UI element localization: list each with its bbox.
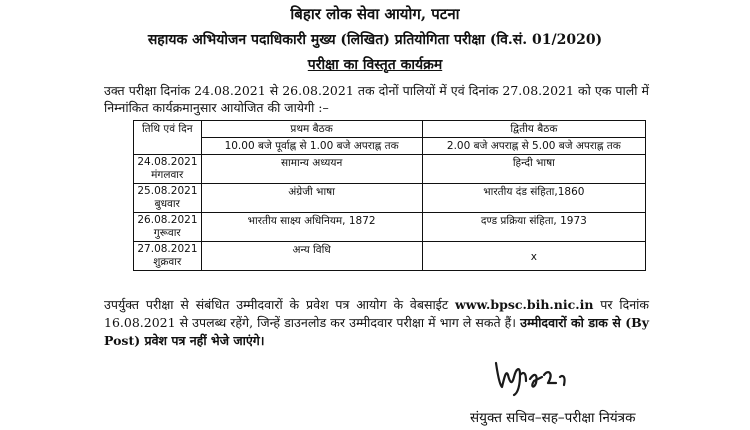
exam-title: सहायक अभियोजन पदाधिकारी मुख्य (लिखित) प्रतियोगिता परीक्षा (वि.सं. 01/2020)	[147, 32, 603, 48]
schedule-table	[133, 120, 646, 271]
handwritten-signature	[490, 355, 580, 400]
header-date-day: तिथि एवं दिन	[134, 121, 202, 155]
header-second-time: 2.00 बजे अपराह्न से 5.00 बजे अपराह्न तक	[422, 138, 645, 155]
notice-text-1: उपर्युक्त परीक्षा से संबंधित उम्मीदवारों के प्रवेश पत्र आयोग के वेबसाईट	[104, 297, 455, 312]
date-cell	[134, 184, 202, 213]
website-link[interactable]: www.bpsc.bih.nic.in	[454, 297, 594, 312]
notice-paragraph	[104, 296, 649, 350]
date-cell	[134, 213, 202, 242]
row-day: शुक्रवार	[153, 256, 182, 268]
row-day: गुरूवार	[153, 227, 181, 239]
schedule-heading: परीक्षा का विस्तृत कार्यक्रम	[307, 57, 443, 73]
row-date: 27.08.2021	[137, 243, 198, 255]
table-header-row	[134, 121, 646, 138]
second-sitting-cell: भारतीय दंड संहिता,1860	[422, 184, 645, 213]
second-sitting-cell: हिन्दी भाषा	[422, 155, 645, 184]
date-cell	[134, 155, 202, 184]
row-date: 26.08.2021	[137, 214, 198, 226]
notice-text-2: पर दिनांक 16.08.2021 से उपलब्ध रहेंगे, जिन्हें डाउनलोड कर उम्मीदवार परीक्षा में भाग ले सकते हैं।	[104, 297, 649, 330]
org-title: बिहार लोक सेवा आयोग, पटना	[290, 5, 460, 23]
first-sitting-cell: भारतीय साक्ष्य अधिनियम, 1872	[201, 213, 422, 242]
not-applicable-mark: x	[530, 251, 537, 263]
table-row	[134, 242, 646, 271]
intro-paragraph: उक्त परीक्षा दिनांक 24.08.2021 से 26.08.2021 तक दोनों पालियों में एवं दिनांक 27.08.2021 को एक पाली में निम्नांकित कार्यक्रमानुसार आयोजित की जायेगी :–	[104, 83, 649, 115]
header-second-sitting: द्वितीय बैठक	[422, 121, 645, 138]
row-day: मंगलवार	[151, 169, 184, 181]
first-sitting-cell: सामान्य अध्ययन	[201, 155, 422, 184]
table-header-time-row	[134, 138, 646, 155]
date-cell	[134, 242, 202, 271]
first-sitting-cell: अंग्रेजी भाषा	[201, 184, 422, 213]
row-day: बुधवार	[154, 198, 180, 210]
row-date: 24.08.2021	[137, 156, 198, 168]
notice-bold-tail: उम्मीदवारों को डाक से (By Post) प्रवेश पत्र नहीं भेजे जाएंगे।	[104, 315, 649, 348]
second-sitting-cell: दण्ड प्रक्रिया संहिता, 1973	[422, 213, 645, 242]
row-date: 25.08.2021	[137, 185, 198, 197]
header-first-sitting: प्रथम बैठक	[201, 121, 422, 138]
first-sitting-cell: अन्य विधि	[201, 242, 422, 271]
second-sitting-cell	[422, 242, 645, 271]
table-row	[134, 155, 646, 184]
header-first-time: 10.00 बजे पूर्वाह्न से 1.00 बजे अपराह्न तक	[201, 138, 422, 155]
table-row	[134, 184, 646, 213]
table-row	[134, 213, 646, 242]
signatory-designation: संयुक्त सचिव–सह–परीक्षा नियंत्रक	[470, 410, 636, 426]
